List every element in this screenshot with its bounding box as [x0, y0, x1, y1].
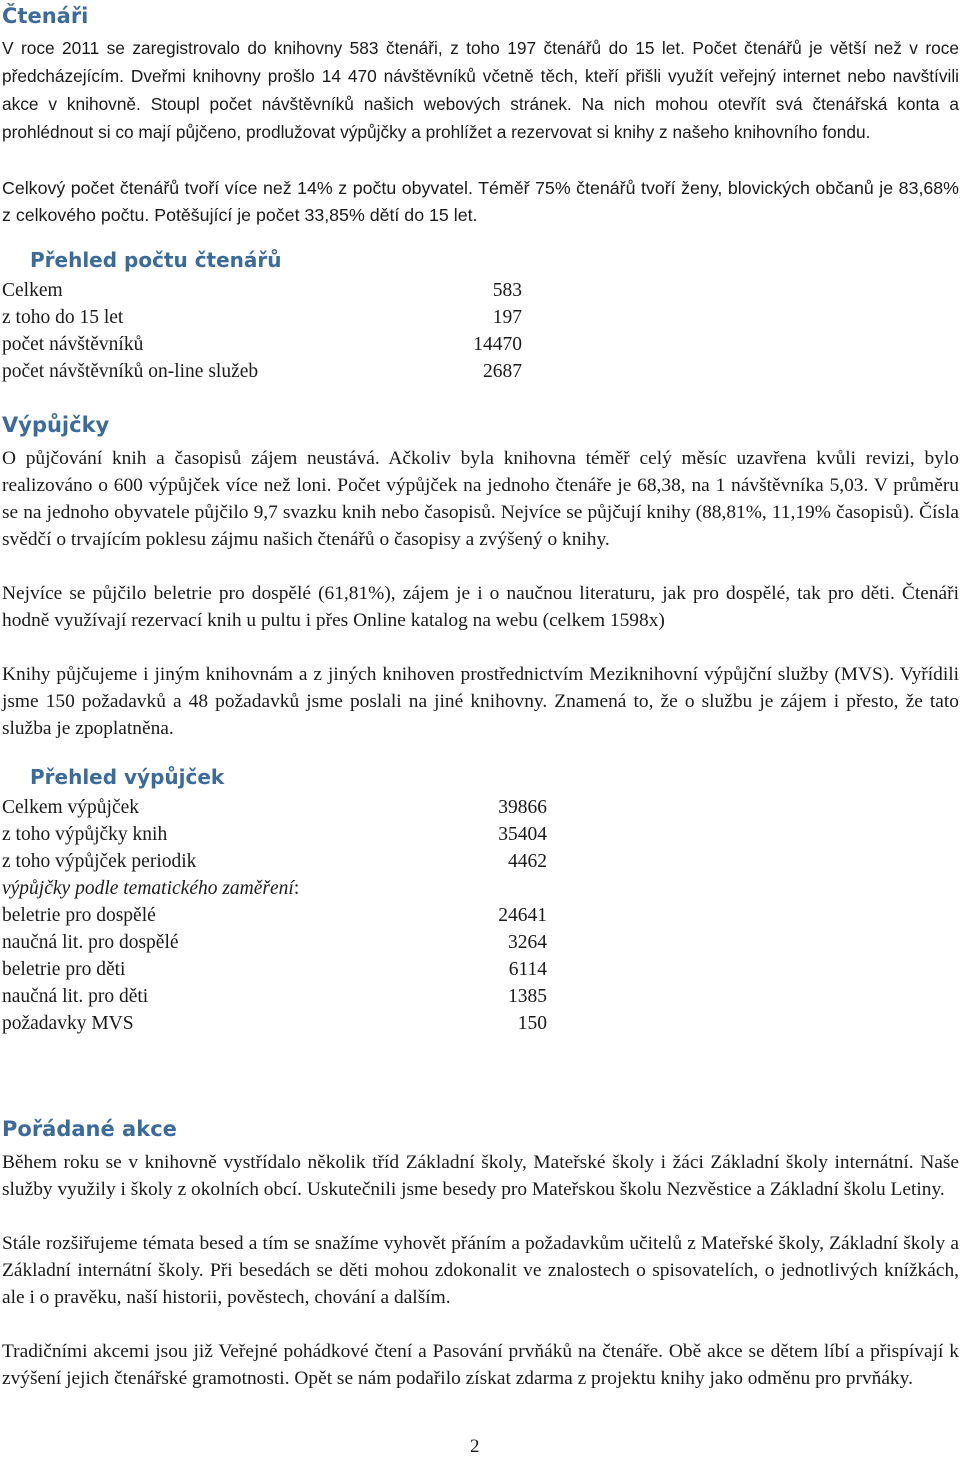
table-row [2, 905, 547, 932]
section-heading-loans: Výpůjčky [2, 413, 110, 437]
row-label: z toho do 15 let [2, 307, 124, 328]
row-label: počet návštěvníků on-line služeb [2, 361, 259, 382]
events-paragraph-a: Během roku se v knihovně vystřídalo několik tříd Základní školy, Mateřské školy i žáci Základní školy internátní. Naše služby využily i školy z okolních obcí. Uskutečnili jsme besedy pro Mateřskou školu Nezvěstice a Základní školu Letiny. [2, 1152, 959, 1200]
table-subheading [2, 878, 547, 905]
section-heading-readers: Čtenáři [2, 4, 89, 28]
loans-paragraph-a: O půjčování knih a časopisů zájem neustává. Ačkoliv byla knihovna téměř celý měsíc uzavřena kvůli revizi, bylo realizováno o 600 výpůjček více než loni. Počet výpůjček na jednoho čtenáře je 68,38, na 1 návštěvníka 5,03. V průměru se na jednoho obyvatele půjčilo 9,7 svazku knih nebo časopisů. Nejvíce se půjčují knihy (88,81%, 11,19% časopisů). Čísla svědčí o trvajícím poklesu zájmu našich čtenářů o časopisy a zvýšený o knihy. [2, 448, 959, 550]
row-label: beletrie pro děti [2, 959, 126, 980]
row-label: z toho výpůjček periodik [2, 851, 197, 872]
section-heading-readers-overview: Přehled počtu čtenářů [30, 248, 282, 272]
subheading-colon: : [293, 878, 300, 899]
table-row [2, 851, 547, 878]
row-value: 3264 [508, 932, 547, 953]
events-paragraph-c: Tradičními akcemi jsou již Veřejné pohádkové čtení a Pasování prvňáků na čtenáře. Obě akce se dětem líbí a přispívají k zvýšení jejich čtenářské gramotnosti. Opět se nám podařilo získat zdarma z projektu knihy jako odměnu pro prvňáky. [2, 1341, 959, 1389]
table-row [2, 334, 522, 361]
section-heading-loans-overview: Přehled výpůjček [30, 765, 225, 789]
table-row [2, 986, 547, 1013]
row-value: 24641 [498, 905, 547, 926]
table-row [2, 307, 522, 334]
row-label: Celkem [2, 280, 63, 301]
subheading-italic: výpůjčky podle tematického zaměření [2, 878, 294, 899]
row-label: naučná lit. pro dospělé [2, 932, 179, 953]
readers-paragraph-a [2, 35, 959, 147]
row-label: Celkem výpůjček [2, 797, 140, 818]
readers-paragraph-a-text: V roce 2011 se zaregistrovalo do knihovny 583 čtenáři, z toho 197 čtenářů do 15 let. Počet čtenářů je větší než v roce předcházejícím. Dveřmi knihovny prošlo 14 470 návštěvníků včetně těch, kteří přišli využít veřejný internet nebo navštívili akce v knihovně. Stoupl počet návštěvníků našich webových stránek. Na nich mohou otevřít svá čtenářská konta a prohlédnout si co mají půjčeno, prodlužovat výpůjčky a prohlížet a rezervovat si knihy z našeho knihovního fondu. [2, 38, 959, 142]
row-value: 197 [492, 307, 522, 328]
row-value: 39866 [498, 797, 547, 818]
subheading-label [2, 878, 299, 900]
row-label: počet návštěvníků [2, 334, 144, 355]
section-heading-events: Pořádané akce [2, 1117, 177, 1141]
page-number: 2 [470, 1436, 480, 1457]
table-row [2, 797, 547, 824]
table-row [2, 361, 522, 388]
events-paragraph-b: Stále rozšiřujeme témata besed a tím se snažíme vyhovět přáním a požadavkům učitelů z Mateřské školy, Základní školy a Základní internátní školy. Při besedách se děti mohou zdokonalit ve znalostech o spisovatelích, o jednotlivých knížkách, ale i o pravěku, naší historii, pověstech, chování a dalším. [2, 1233, 959, 1308]
table-row [2, 932, 547, 959]
row-value: 583 [492, 280, 522, 301]
row-label: z toho výpůjčky knih [2, 824, 168, 845]
loans-paragraph-c: Knihy půjčujeme i jiným knihovnám a z jiných knihoven prostřednictvím Meziknihovní výpůjční služby (MVS). Vyřídili jsme 150 požadavků a 48 požadavků jsme poslali na jiné knihovny. Znamená to, že o službu je zájem i přesto, že tato služba je zpoplatněna. [2, 664, 959, 739]
loans-paragraph-b: Nejvíce se půjčilo beletrie pro dospělé (61,81%), zájem je i o naučnou literaturu, jak pro dospělé, tak pro děti. Čtenáři hodně využívají rezervací knih u pultu i přes Online katalog na webu (celkem 1598x) [2, 583, 959, 631]
row-value: 14470 [473, 334, 522, 355]
row-value: 1385 [508, 986, 547, 1007]
row-value: 150 [517, 1013, 547, 1034]
row-label: požadavky MVS [2, 1013, 134, 1034]
row-label: naučná lit. pro děti [2, 986, 149, 1007]
row-value: 35404 [498, 824, 547, 845]
row-value: 4462 [508, 851, 547, 872]
table-row [2, 959, 547, 986]
table-row [2, 280, 522, 307]
readers-paragraph-b: Celkový počet čtenářů tvoří více než 14% z počtu obyvatel. Téměř 75% čtenářů tvoří ženy, blovických občanů je 83,68% z celkového počtu. Potěšující je počet 33,85% dětí do 15 let. [2, 178, 959, 225]
row-value: 6114 [508, 959, 547, 980]
table-row [2, 824, 547, 851]
row-value: 2687 [483, 361, 522, 382]
table-row [2, 1013, 547, 1040]
row-label: beletrie pro dospělé [2, 905, 156, 926]
